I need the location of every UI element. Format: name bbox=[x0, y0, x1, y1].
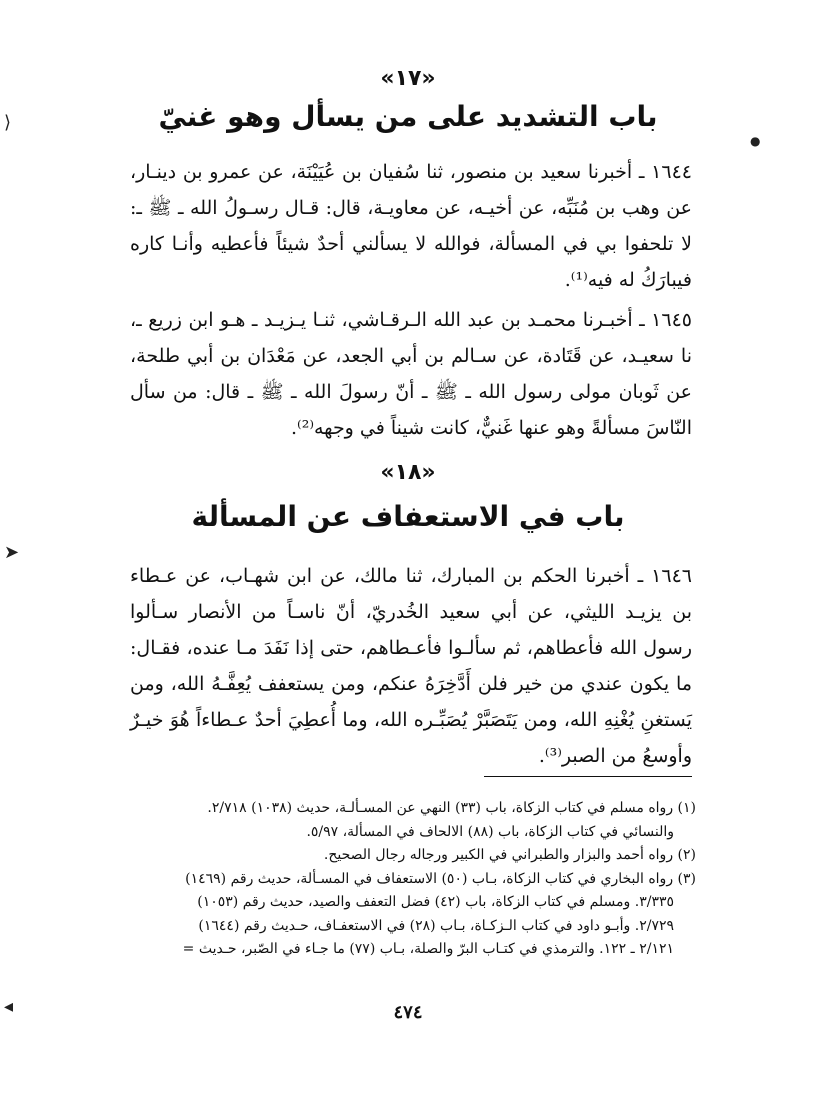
scan-mark-left-middle: ➤ bbox=[4, 542, 20, 563]
footnote-3-continued-3: ٢/١٢١ ـ ١٢٢. والترمذي في كتـاب البرّ والصلة، بـاب (٧٧) ما جـاء في الصّبر، حـديث = bbox=[182, 941, 674, 957]
footnote-2: (٢) رواه أحمد والبزار والطبراني في الكبير ورجاله رجال الصحيح. bbox=[323, 847, 696, 863]
hadith-1644-text: ١٦٤٤ ـ أخبرنا سعيد بن منصور، ثنا سُفيان بن عُيَيْنَة، عن عمرو بن دينـار، عن وهب بن مُنَبِّه، عن أخيـه، عن معاويـة، قال: قـال رسـولُ الله ـ ﷺ ـ: لا تلحفوا بي في المسألة، فوالله لا يسألني أحدٌ شيئاً فأعطيه وأنـا كاره فيبارَكُ له فيه⁽¹⁾. bbox=[130, 161, 692, 291]
footnote-3: (٣) رواه البخاري في كتاب الزكاة، بـاب (٥٠) الاستعفاف في المسـألة، حديث رقم (١٤٦٩) bbox=[185, 870, 696, 887]
chapter-number-18: «١٨» bbox=[380, 460, 436, 485]
footnote-3-continued-1: ٣/٣٣٥. ومسلم في كتاب الزكاة، باب (٤٢) فضل التعفف والصيد، حديث رقم (١٠٥٣) bbox=[197, 894, 674, 910]
footnote-1: (١) رواه مسلم في كتاب الزكاة، باب (٣٣) النهي عن المسـألـة، حديث (١٠٣٨) ٢/٧١٨. bbox=[207, 800, 696, 816]
page-number: ٤٧٤ bbox=[393, 1002, 423, 1023]
footnote-3-continued-2: ٢/٧٢٩. وأبـو داود في كتاب الـزكـاة، بـاب (٢٨) في الاستعفـاف، حـديث رقم (١٦٤٤) bbox=[198, 917, 674, 934]
scan-mark-left-top: ⟩ bbox=[4, 112, 12, 133]
footnote-1-continued: والنسائي في كتاب الزكاة، باب (٨٨) الالحاف في المسألة، ٥/٩٧. bbox=[306, 823, 674, 840]
hadith-1645 bbox=[130, 302, 692, 446]
chapter-number-17: «١٧» bbox=[380, 66, 436, 91]
footnote-divider bbox=[484, 776, 692, 777]
hadith-1646 bbox=[130, 558, 692, 774]
hadith-1645-text: ١٦٤٥ ـ أخبـرنا محمـد بن عبد الله الـرقـاشي، ثنـا يـزيـد ـ هـو ابن زريع ـ، نا سعيـد، عن قَتَادة، عن سـالم بن أبي الجعد، عن مَعْدَان بن أبي طلحة، عن ثَوبان مولى رسول الله ـ ﷺ ـ أنّ رسولَ الله ـ ﷺ ـ قال: من سأل النّاسَ مسألةً وهو عنها غَنيٌّ، كانت شيناً في وجهه⁽²⁾. bbox=[130, 309, 692, 439]
hadith-1646-text: ١٦٤٦ ـ أخبرنا الحكم بن المبارك، ثنا مالك، عن ابن شهـاب، عن عـطاء بن يزيـد الليثي، عن أبي سعيد الخُدريّ، أنّ ناسـاً من الأنصار سـألوا رسول الله فأعطاهم، ثم سألـوا فأعـطاهم، حتى إذا نَفَدَ مـا عنده، فقـال: ما يكون عندي من خير فلن أَدَّخِرَهُ عنكم، ومن يستعفف يُعِفَّـهُ الله، ومن يَستغنِ يُغْنِهِ الله، ومن يَتَصَبَّرْ يُصَبِّـره الله، وما أُعطِيَ أحدٌ عـطاءاً هُوَ خيـرٌ وأوسعُ من الصبر⁽³⁾. bbox=[130, 565, 692, 767]
chapter-title-17: باب التشديد على من يسأل وهو غنيّ bbox=[158, 100, 658, 133]
scan-dot-right: ● bbox=[750, 134, 761, 148]
chapter-title-18: باب في الاستعفاف عن المسألة bbox=[191, 500, 625, 533]
scan-mark-left-bottom: ◂ bbox=[4, 996, 14, 1017]
hadith-1644 bbox=[130, 154, 692, 298]
footnotes bbox=[96, 797, 696, 962]
